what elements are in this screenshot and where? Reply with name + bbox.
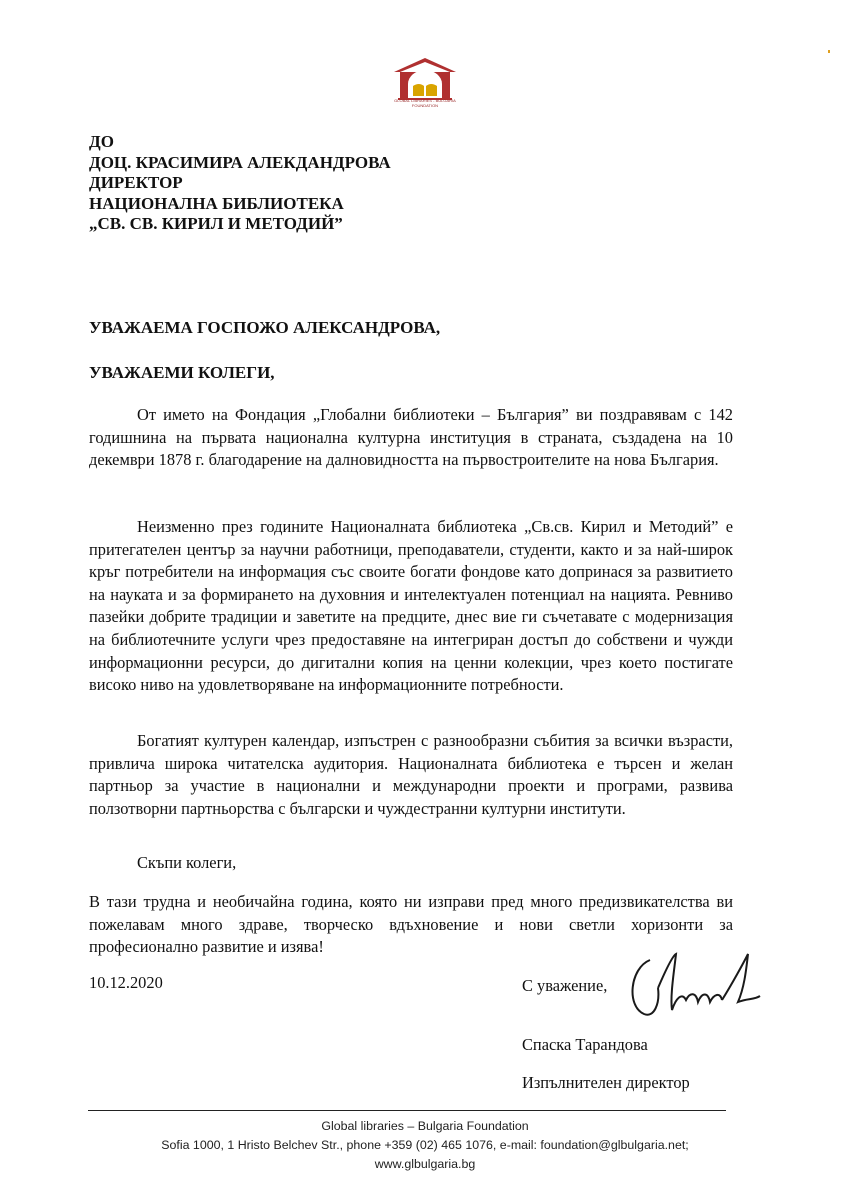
addressee-name: ДОЦ. КРАСИМИРА АЛЕКДАНДРОВА [89,152,391,172]
body-paragraph-2: Неизменно през годините Националната библиотека „Св.св. Кирил и Методий” е притегателен център за научни работници, преподаватели, студенти, както и за най-широк кръг потребители на информация със своите богати фондове като допринася за развитието на науката и за формирането на духовния и интелектуален потенциал на нацията. Ревниво пазейки добрите традиции и заветите на предците, днес вие ги съчетавате с модернизация на библиотечните услуги чрез предоставяне на интегриран достъп до собствени и чужди информационни ресурси, до дигитални копия на ценни колекции, чрез което постигате високо ниво на удовлетворяване на информационните потребности. [89,517,733,695]
salutation-primary: УВАЖАЕМА ГОСПОЖО АЛЕКСАНДРОВА, [89,318,441,337]
signatory-title: Изпълнителен директор [522,1073,690,1092]
footer-website[interactable]: www.glbulgaria.bg [374,1157,476,1171]
addressee-to: ДО [89,132,114,151]
body-paragraph-4: В тази трудна и необичайна година, която ни изправи пред много предизвикателства ви пожелавам много здраве, творческо вдъхновение и нови светли хоризонти за професионално развитие и изява! [89,892,733,957]
body-paragraph-3: Богатият културен календар, изпъстрен с разнообразни събития за всички възрасти, привлича широка читателска аудитория. Националната библиотека е търсен и желан партньор за участие в национални и международни проекти и програми, развива ползотворни партньорства с български и чуждестранни културни институти. [89,731,733,818]
logo-caption: GLOBAL LIBRARIES - BULGARIA FOUNDATION [394,98,456,108]
salutation-secondary: УВАЖАЕМИ КОЛЕГИ, [89,363,275,382]
footer [60,1117,790,1174]
footer-address: Sofia 1000, 1 Hristo Belchev Str., phone +359 (02) 465 1076, e-mail: foundation@glbulgaria.net; [161,1138,689,1152]
addressee-block [89,132,689,235]
handwritten-signature-icon [620,948,770,1028]
letter-date: 10.12.2020 [89,973,163,992]
addressee-organization: НАЦИОНАЛНА БИБЛИОТЕКА [89,193,344,213]
scan-speck [828,50,830,53]
signatory-name: Спаска Тарандова [522,1035,648,1054]
closing-greeting: Скъпи колеги, [137,853,237,872]
footer-organization: Global libraries – Bulgaria Foundation [321,1119,529,1133]
footer-divider [88,1110,726,1111]
body-paragraph-1: От името на Фондация „Глобални библиотеки – България” ви поздравявам с 142 годишнина на първата национална културна институция в страната, създадена на 10 декември 1878 г. благодарение на далновидността на първостроителите на нова България. [89,405,733,470]
addressee-organization-name: „СВ. СВ. КИРИЛ И МЕТОДИЙ” [89,214,343,233]
addressee-position: ДИРЕКТОР [89,173,183,192]
regards-text: С уважение, [522,976,608,995]
